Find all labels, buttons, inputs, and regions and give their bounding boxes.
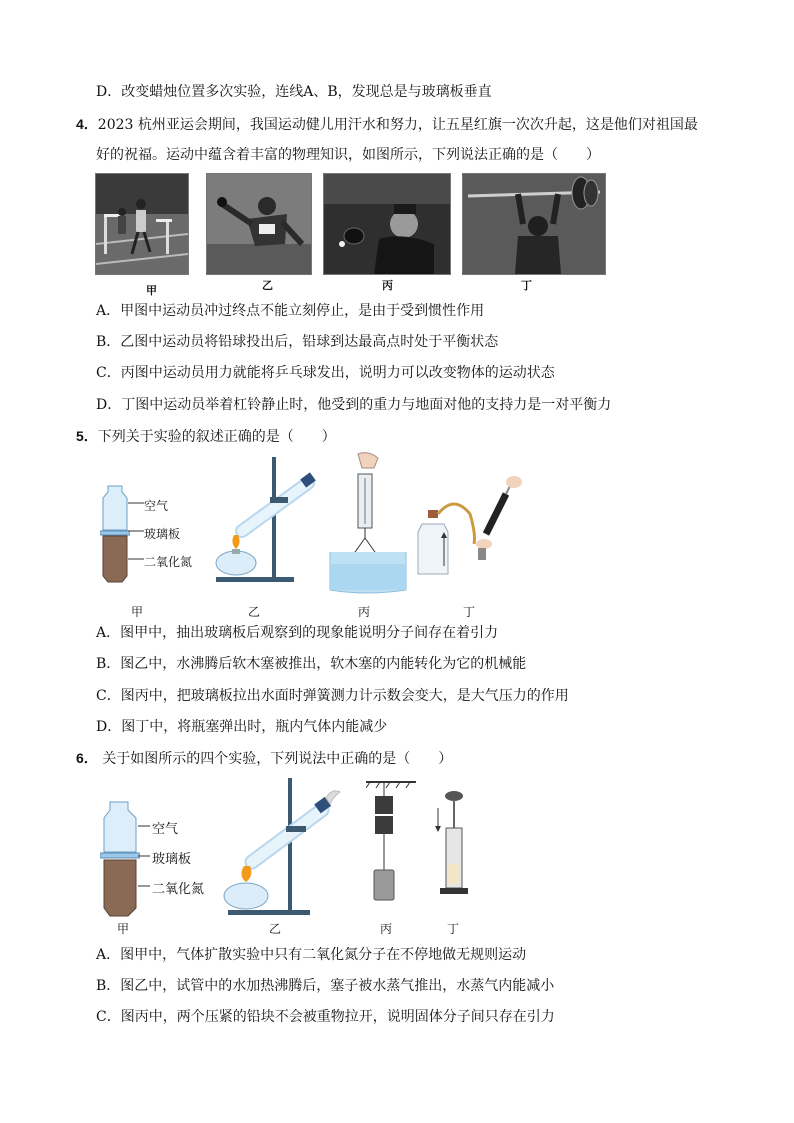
q5-caption-jia: 甲 bbox=[131, 605, 144, 619]
q5-caption-bing: 丙 bbox=[358, 605, 371, 619]
q4-line1-text: 2023 杭州亚运会期间，我国运动健儿用汗水和努力，让五星红旗一次次升起，这是他们对祖国最 bbox=[97, 117, 698, 133]
q5-option-c: C．图丙中，把玻璃板拉出水面时弹簧测力计示数会变大，是大气压力的作用 bbox=[96, 688, 569, 704]
q6-caption-jia: 甲 bbox=[117, 922, 130, 936]
q6-option-b: B．图乙中，试管中的水加热沸腾后，塞子被水蒸气推出，水蒸气内能减小 bbox=[96, 978, 555, 994]
q4-stem-line2: 好的祝福。运动中蕴含着丰富的物理知识，如图所示，下列说法正确的是（ ） bbox=[96, 147, 600, 163]
q5-option-a: A．图甲中，抽出玻璃板后观察到的现象能说明分子间存在着引力 bbox=[96, 625, 499, 641]
q6-option-a: A．图甲中，气体扩散实验中只有二氧化氮分子在不停地做无规则运动 bbox=[96, 947, 527, 963]
q4-photo-jia-hurdles bbox=[95, 173, 189, 275]
q5-label-no2: 二氧化氮 bbox=[144, 555, 193, 569]
prev-option-d: D．改变蜡烛位置多次实验，连线A、B，发现总是与玻璃板垂直 bbox=[96, 84, 492, 100]
q5-stem-text: 下列关于实验的叙述正确的是（ ） bbox=[97, 429, 336, 445]
q6-fig-ding-compression bbox=[432, 788, 472, 900]
q5-jia-pointer-lines bbox=[128, 495, 148, 565]
q4-caption-bing: 丙 bbox=[382, 280, 393, 292]
q6-label-no2: 二氧化氮 bbox=[152, 882, 205, 897]
q4-option-b: B．乙图中运动员将铅球投出后，铅球到达最高点时处于平衡状态 bbox=[96, 334, 499, 350]
q5-caption-yi: 乙 bbox=[248, 605, 261, 619]
q5-option-d: D．图丁中，将瓶塞弹出时，瓶内气体内能减少 bbox=[96, 719, 388, 735]
q5-fig-bing-spring-scale bbox=[328, 452, 418, 596]
q6-number: 6． bbox=[76, 750, 98, 766]
q5-fig-ding-pump bbox=[414, 474, 534, 584]
q6-option-c: C．图丙中，两个压紧的铅块不会被重物拉开，说明固体分子间只存在引力 bbox=[96, 1009, 555, 1025]
q6-caption-yi: 乙 bbox=[269, 922, 282, 936]
q4-caption-jia: 甲 bbox=[146, 285, 157, 297]
q4-photo-yi-shotput bbox=[206, 173, 312, 275]
q4-option-d: D．丁图中运动员举着杠铃静止时，他受到的重力与地面对他的支持力是一对平衡力 bbox=[96, 397, 612, 413]
q5-number: 5． bbox=[76, 428, 98, 444]
q6-label-glass: 玻璃板 bbox=[152, 852, 192, 867]
q6-label-air: 空气 bbox=[152, 822, 179, 837]
q6-caption-ding: 丁 bbox=[447, 922, 460, 936]
q5-label-air: 空气 bbox=[144, 499, 169, 513]
q6-jia-pointer-lines bbox=[138, 818, 152, 890]
q4-stem-line1 bbox=[76, 114, 698, 135]
q4-number: 4． bbox=[76, 116, 98, 132]
q6-stem bbox=[76, 748, 452, 769]
q4-option-a: A．甲图中运动员冲过终点不能立刻停止，是由于受到惯性作用 bbox=[96, 303, 485, 319]
q6-fig-jia-diffusion bbox=[100, 800, 140, 918]
q4-caption-ding: 丁 bbox=[521, 280, 532, 292]
q6-fig-yi-test-tube bbox=[222, 774, 342, 918]
q4-photo-bing-tabletennis bbox=[323, 173, 451, 275]
q6-stem-text: 关于如图所示的四个实验，下列说法中正确的是（ ） bbox=[102, 751, 453, 767]
q6-fig-bing-lead-blocks bbox=[366, 778, 416, 918]
q5-fig-yi-test-tube bbox=[210, 453, 325, 585]
q4-caption-yi: 乙 bbox=[262, 280, 273, 292]
q5-caption-ding: 丁 bbox=[463, 605, 476, 619]
q5-option-b: B．图乙中，水沸腾后软木塞被推出，软木塞的内能转化为它的机械能 bbox=[96, 656, 527, 672]
q5-label-glass: 玻璃板 bbox=[144, 527, 181, 541]
q4-photo-ding-weightlifting bbox=[462, 173, 606, 275]
q5-stem bbox=[76, 426, 336, 447]
q4-option-c: C．丙图中运动员用力就能将乒乓球发出，说明力可以改变物体的运动状态 bbox=[96, 365, 555, 381]
q6-caption-bing: 丙 bbox=[380, 922, 393, 936]
